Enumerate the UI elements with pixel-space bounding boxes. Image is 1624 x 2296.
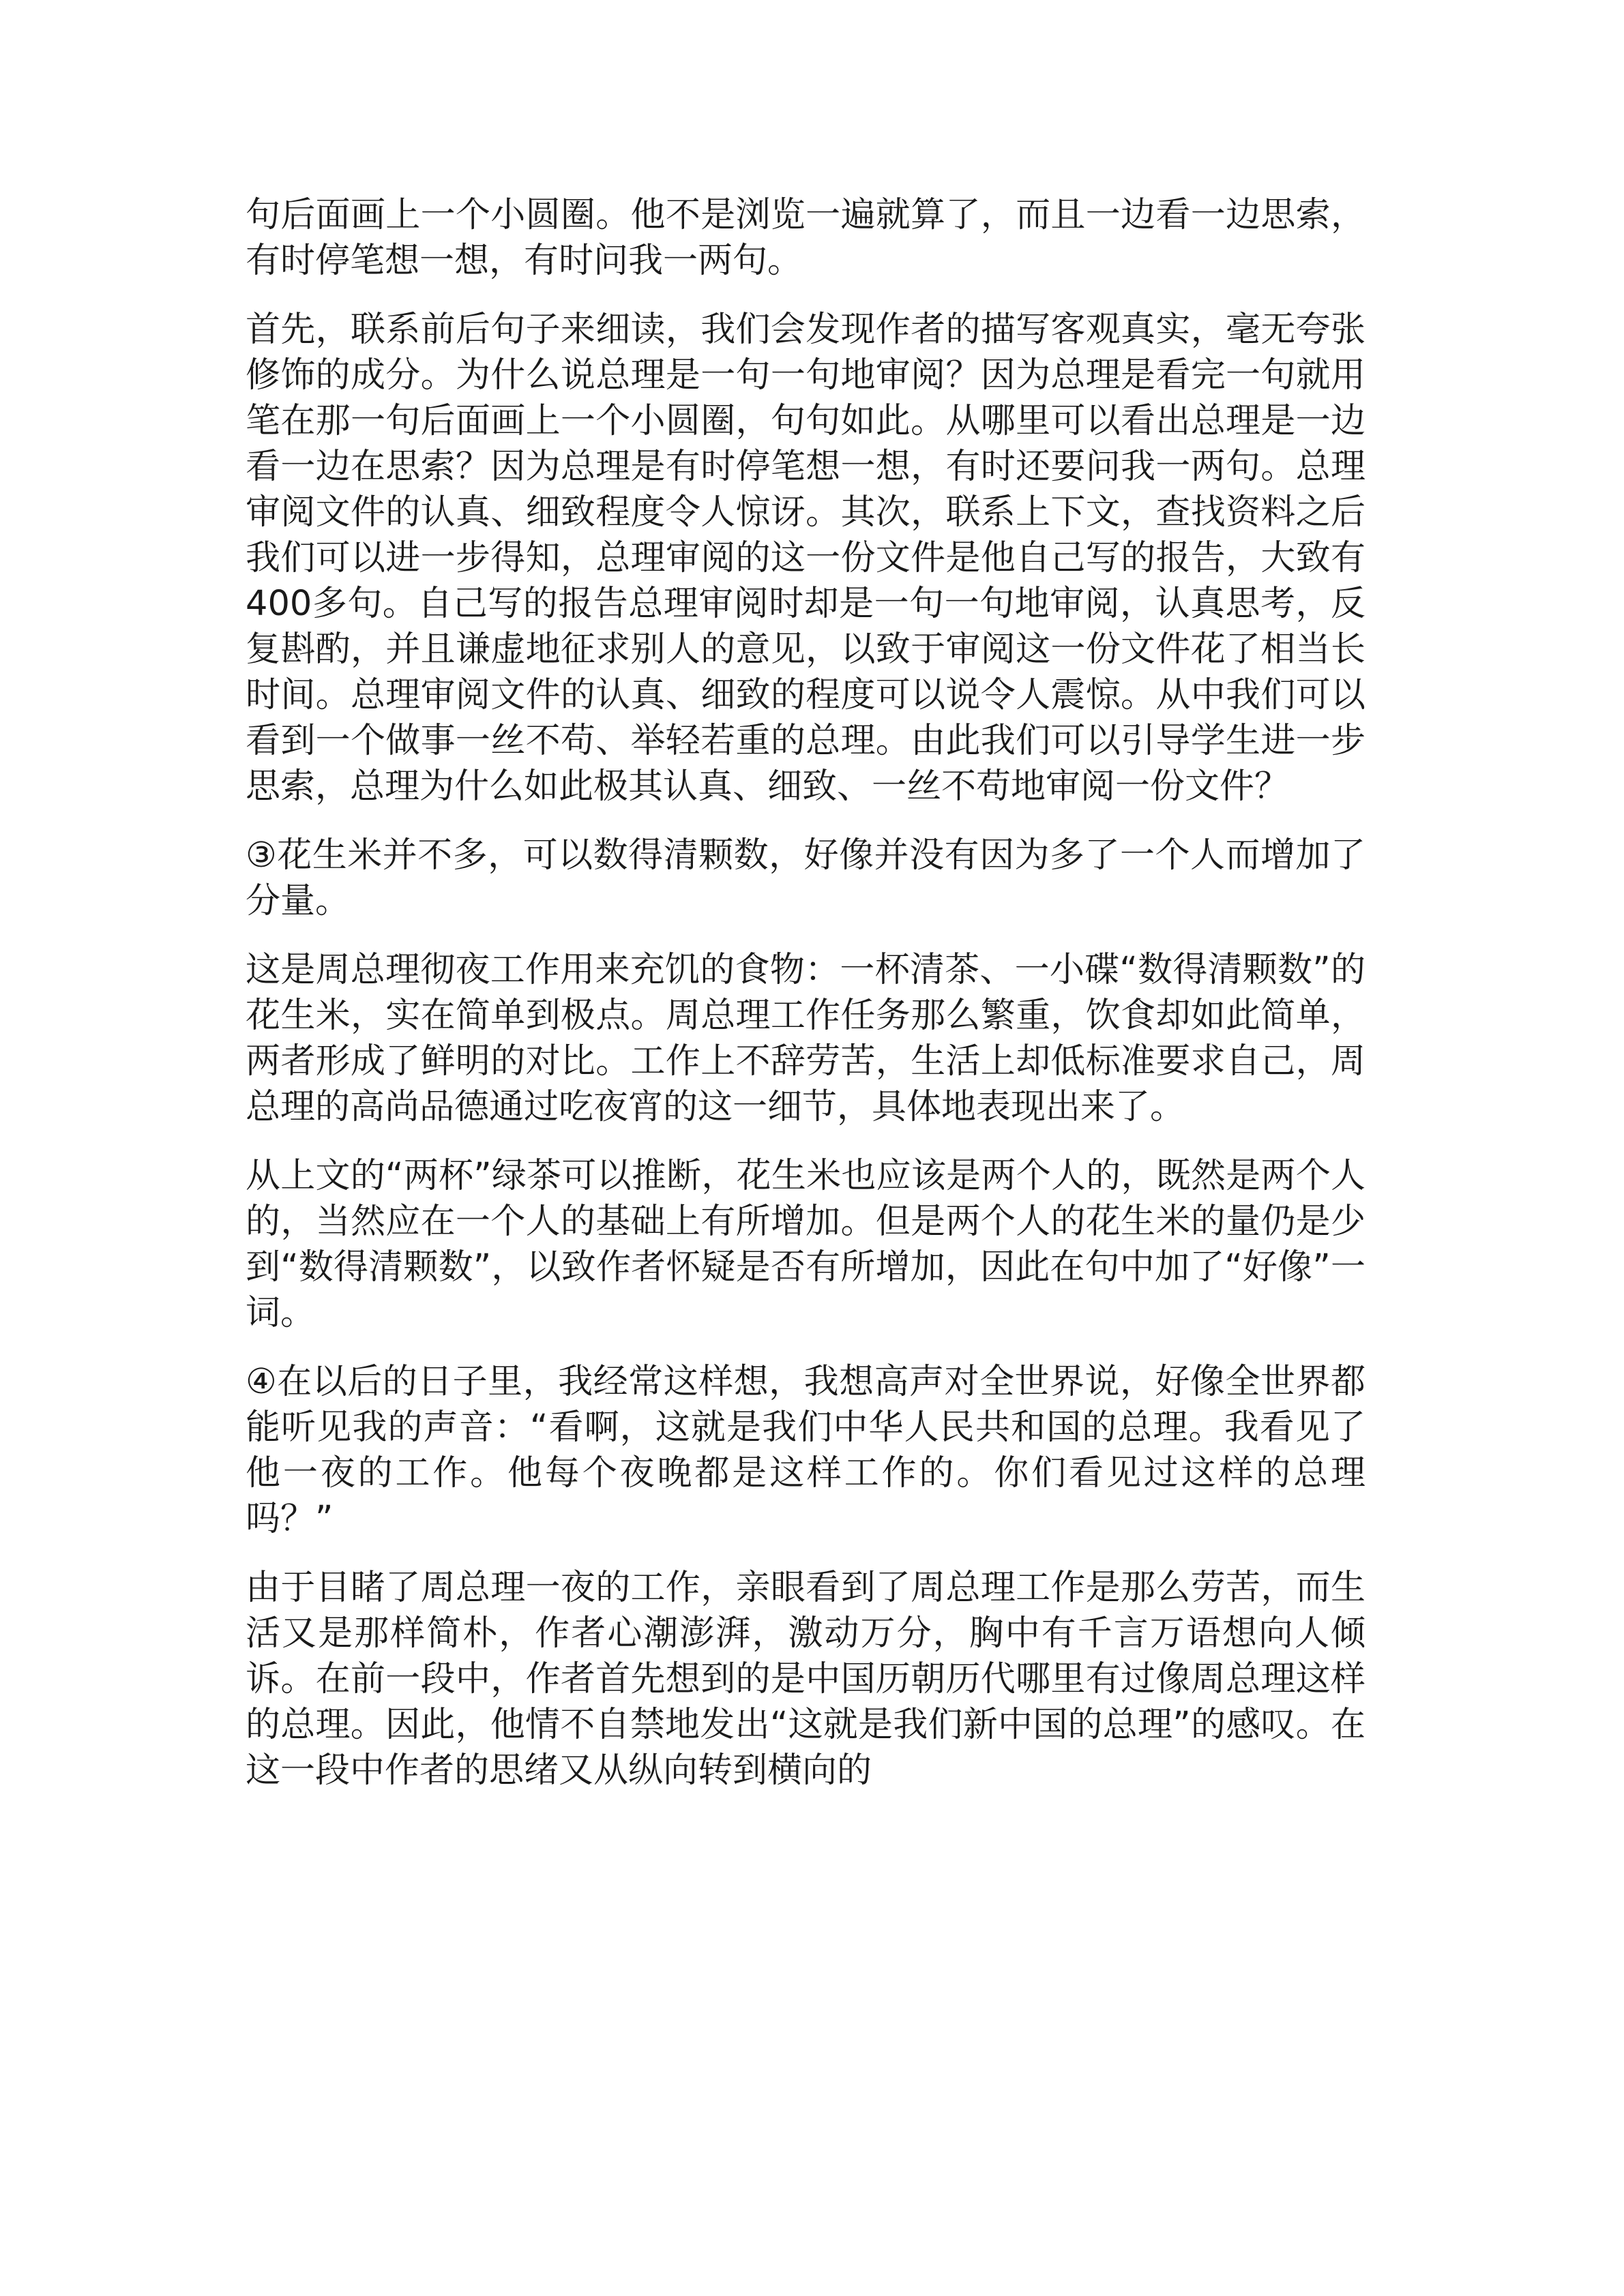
paragraph-5: 从上文的“两杯”绿茶可以推断，花生米也应该是两个人的，既然是两个人的，当然应在一个人的基础上有所增加。但是两个人的花生米的量仍是少到“数得清颗数”，以致作者怀疑是否有所增加，因此在句中加了“好像”一词。 [246, 1156, 1365, 1333]
paragraph-4: 这是周总理彻夜工作用来充饥的食物：一杯清茶、一小碟“数得清颗数”的花生米，实在简单到极点。周总理工作任务那么繁重，饮食却如此简单，两者形成了鲜明的对比。工作上不辞劳苦，生活上却低标准要求自己，周总理的高尚品德通过吃夜宵的这一细节，具体地表现出来了。 [246, 950, 1365, 1127]
paragraph-3: ③花生米并不多，可以数得清颗数，好像并没有因为多了一个人而增加了分量。 [246, 835, 1365, 921]
paragraph-6: ④在以后的日子里，我经常这样想，我想高声对全世界说，好像全世界都能听见我的声音：“看啊，这就是我们中华人民共和国的总理。我看见了他一夜的工作。他每个夜晚都是这样工作的。你们看见过这样的总理吗？” [246, 1362, 1365, 1539]
paragraph-2: 首先，联系前后句子来细读，我们会发现作者的描写客观真实，毫无夸张修饰的成分。为什么说总理是一句一句地审阅？因为总理是看完一句就用笔在那一句后面画上一个小圆圈，句句如此。从哪里可以看出总理是一边看一边在思索？因为总理是有时停笔想一想，有时还要问我一两句。总理审阅文件的认真、细致程度令人惊讶。其次，联系上下文，查找资料之后我们可以进一步得知，总理审阅的这一份文件是他自己写的报告，大致有400多句。自己写的报告总理审阅时却是一句一句地审阅，认真思考，反复斟酌，并且谦虚地征求别人的意见，以致于审阅这一份文件花了相当长时间。总理审阅文件的认真、细致的程度可以说令人震惊。从中我们可以看到一个做事一丝不苟、举轻若重的总理。由此我们可以引导学生进一步思索，总理为什么如此极其认真、细致、一丝不苟地审阅一份文件？ [246, 310, 1365, 807]
paragraph-1: 句后面画上一个小圆圈。他不是浏览一遍就算了，而且一边看一边思索，有时停笔想一想，有时问我一两句。 [246, 195, 1365, 281]
document-body [246, 192, 1365, 1817]
paragraph-7: 由于目睹了周总理一夜的工作，亲眼看到了周总理工作是那么劳苦，而生活又是那样简朴，作者心潮澎湃，激动万分，胸中有千言万语想向人倾诉。在前一段中，作者首先想到的是中国历朝历代哪里有过像周总理这样的总理。因此，他情不自禁地发出“这就是我们新中国的总理”的感叹。在这一段中作者的思绪又从纵向转到横向的 [246, 1568, 1365, 1791]
